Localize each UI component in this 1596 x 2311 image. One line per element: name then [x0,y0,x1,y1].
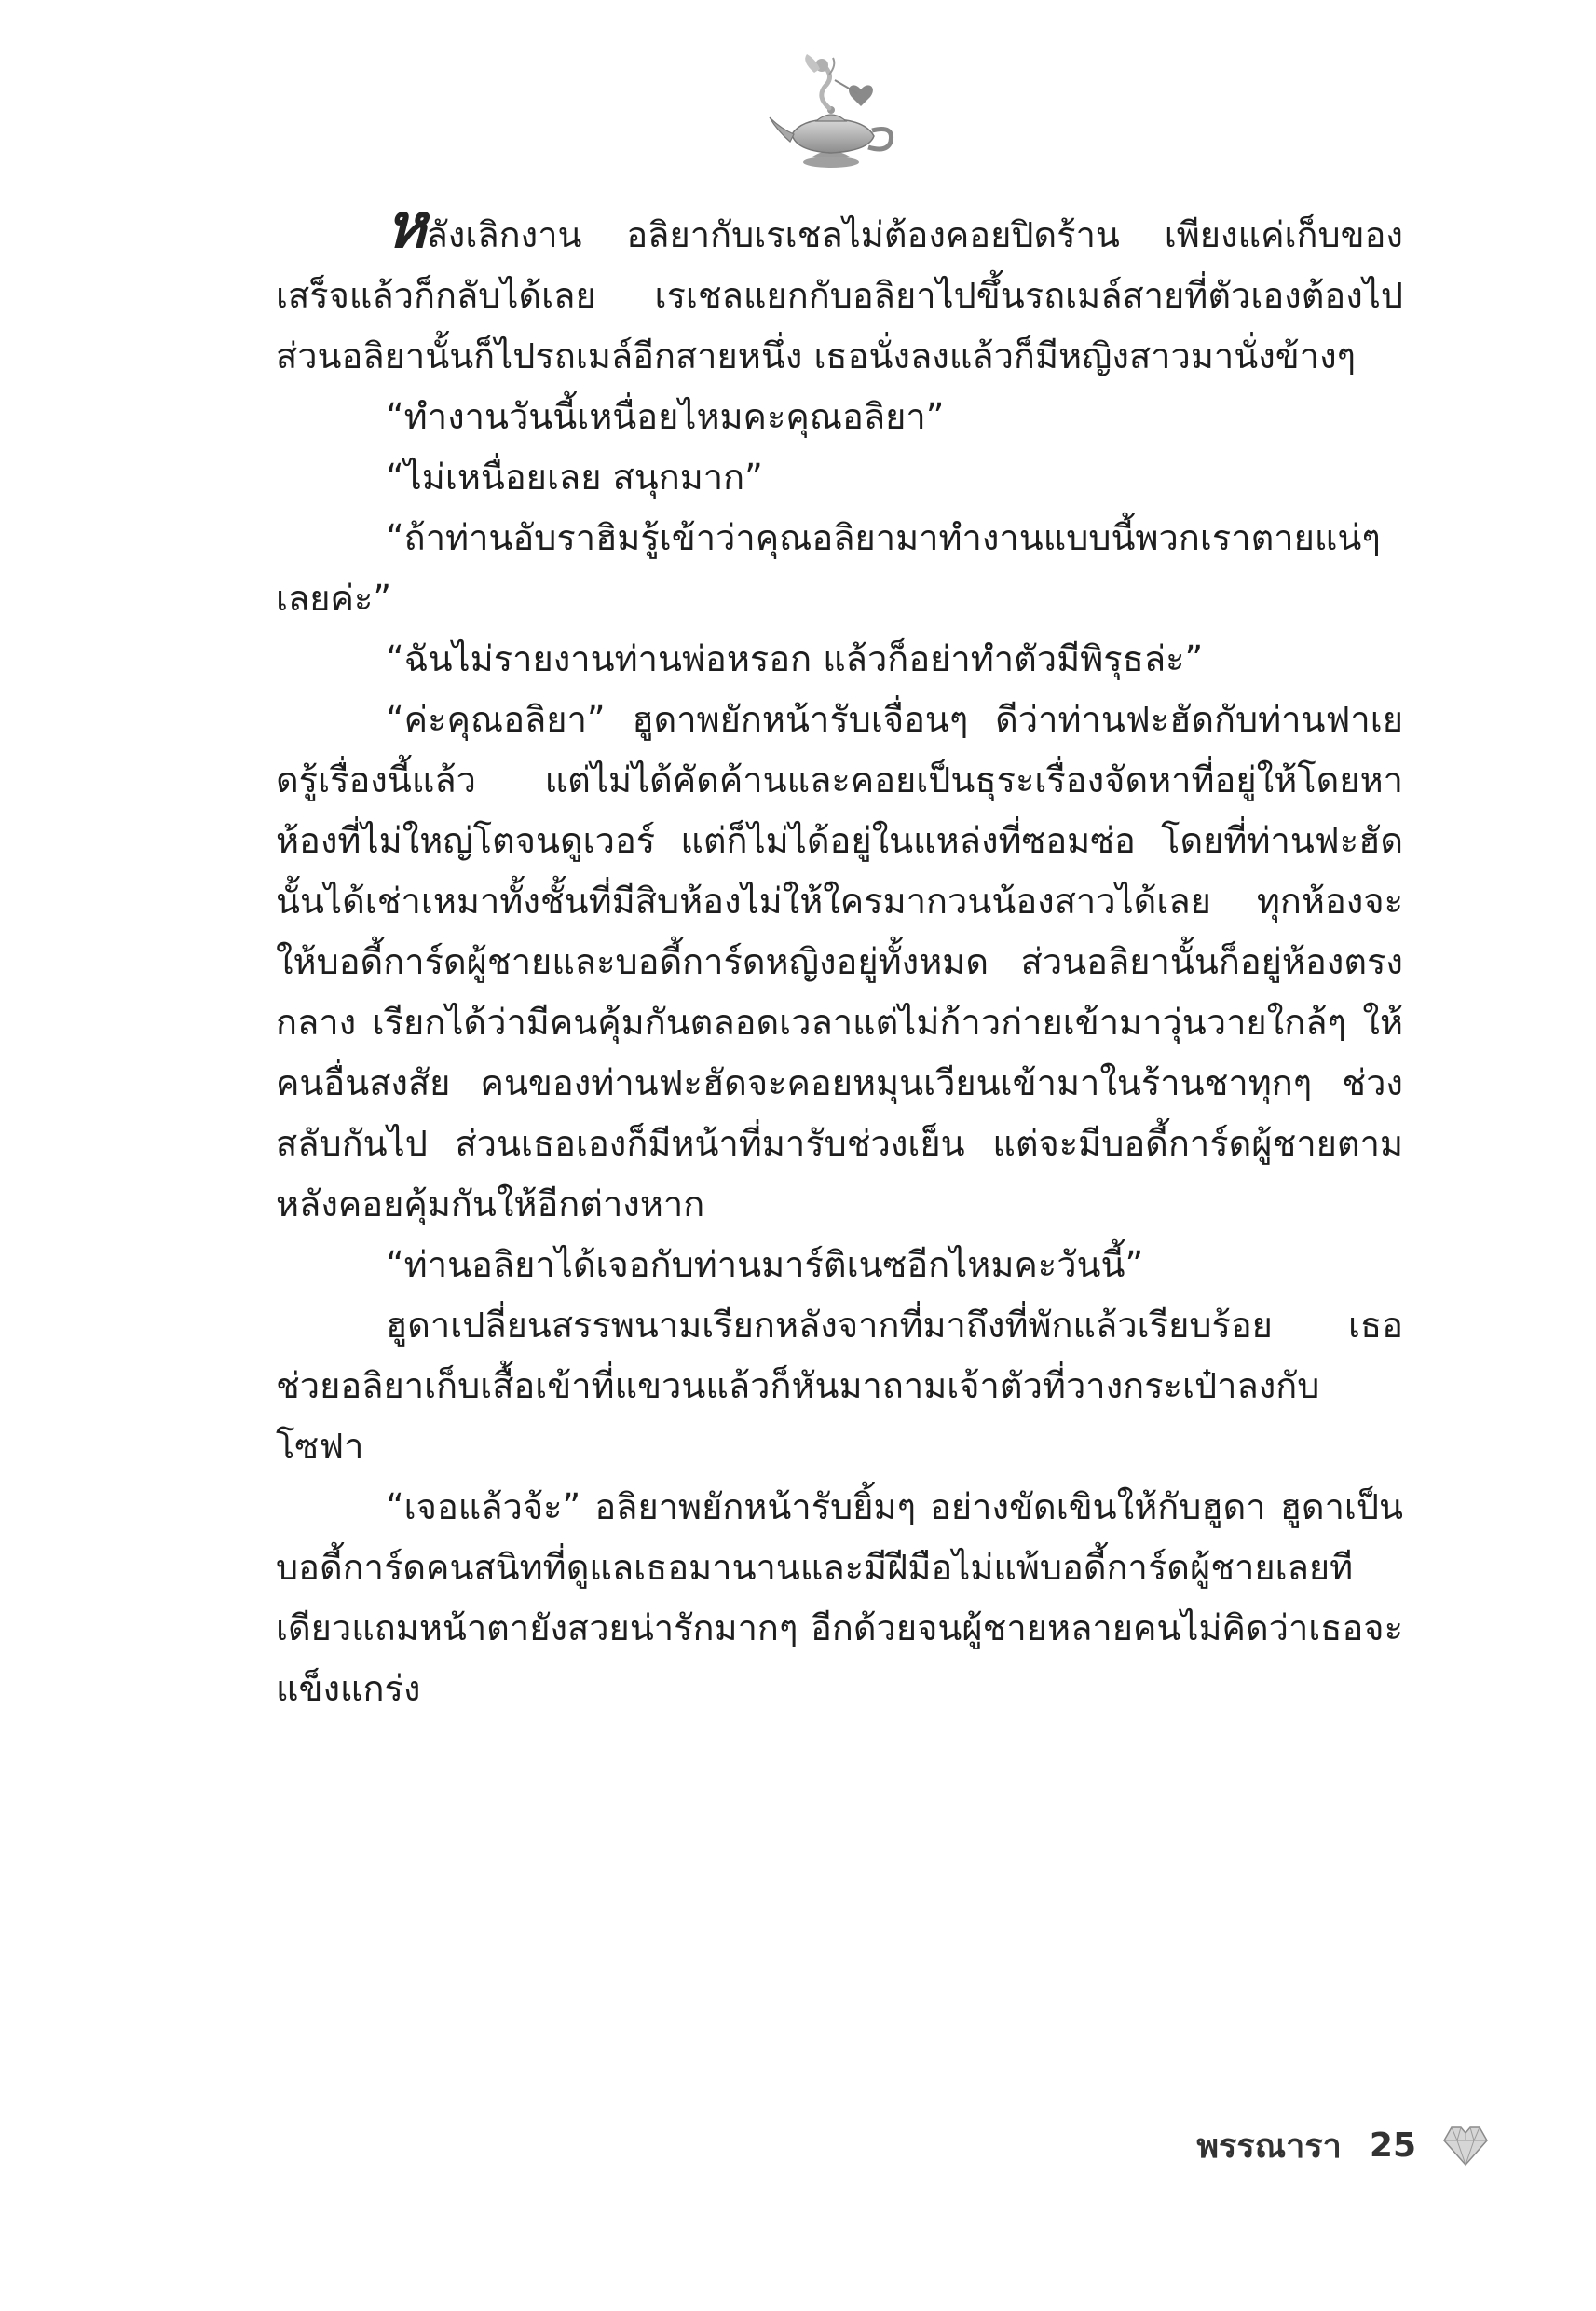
paragraph [276,189,1403,387]
page-footer [1099,2117,1491,2173]
body-text [276,189,1403,1719]
paragraph: “ค่ะคุณอลิยา” ฮูดาพยักหน้ารับเจื่อนๆ ดีว่าท่านฟะฮัดกับท่านฟาเยดรู้เรื่องนี้แล้ว แต่ไม่ได้คัดค้านและคอยเป็นธุระเรื่องจัดหาที่อยู่ให้โดยหาห้องที่ไม่ใหญ่โตจนดูเวอร์ แต่ก็ไม่ได้อยู่ในแหล่งที่ซอมซ่อ โดยที่ท่านฟะฮัดนั้นได้เช่าเหมาทั้งชั้นที่มีสิบห้องไม่ให้ใครมากวนน้องสาวได้เลย ทุกห้องจะให้บอดี้การ์ดผู้ชายและบอดี้การ์ดหญิงอยู่ทั้งหมด ส่วนอลิยานั้นก็อยู่ห้องตรงกลาง เรียกได้ว่ามีคนคุ้มกันตลอดเวลาแต่ไม่ก้าวก่ายเข้ามาวุ่นวายใกล้ๆ ให้คนอื่นสงสัย คนของท่านฟะฮัดจะคอยหมุนเวียนเข้ามาในร้านชาทุกๆ ช่วงสลับกันไป ส่วนเธอเองก็มีหน้าที่มารับช่วงเย็น แต่จะมีบอดี้การ์ดผู้ชายตามหลังคอยคุ้มกันให้อีกต่างหาก [276,699,1403,1224]
diamond-heart-icon [1440,2122,1491,2168]
paragraph: “ทำงานวันนี้เหนื่อยไหมคะคุณอลิยา” [386,396,945,437]
paragraph: “ฉันไม่รายงานท่านพ่อหรอก แล้วก็อย่าทำตัวมีพิรุธล่ะ” [386,638,1204,679]
book-title: พรรณารา [1196,2126,1342,2166]
paragraph: ฮูดาเปลี่ยนสรรพนามเรียกหลังจากที่มาถึงที่พักแล้วเรียบร้อย เธอช่วยอลิยาเก็บเสื้อเข้าที่แขวนแล้วก็หันมาถามเจ้าตัวที่วางกระเป๋าลงกับโซฟา [276,1305,1403,1467]
drop-cap: ห [386,189,427,262]
page-number: 25 [1369,2126,1416,2165]
cupid-genie-lamp-icon [764,52,904,173]
paragraph: “เจอแล้วจ้ะ” อลิยาพยักหน้ารับยิ้มๆ อย่างขัดเขินให้กับฮูดา ฮูดาเป็นบอดี้การ์ดคนสนิทที่ดูแลเธอมานานและมีฝีมือไม่แพ้บอดี้การ์ดผู้ชายเลยทีเดียวแถมหน้าตายังสวยน่ารักมากๆ อีกด้วยจนผู้ชายหลายคนไม่คิดว่าเธอจะแข็งแกร่ง [276,1486,1403,1709]
paragraph-text: ลังเลิกงาน อลิยากับเรเชลไม่ต้องคอยปิดร้าน เพียงแค่เก็บของเสร็จแล้วก็กลับได้เลย เรเชลแยกกับอลิยาไปขึ้นรถเมล์สายที่ตัวเองต้องไป ส่วนอลิยานั้นก็ไปรถเมล์อีกสายหนึ่ง เธอนั่งลงแล้วก็มีหญิงสาวมานั่งข้างๆ [276,214,1403,376]
paragraph: “ไม่เหนื่อยเลย สนุกมาก” [386,457,763,498]
paragraph: “ท่านอลิยาได้เจอกับท่านมาร์ติเนซอีกไหมคะวันนี้” [386,1244,1144,1285]
paragraph: “ถ้าท่านอับราฮิมรู้เข้าว่าคุณอลิยามาทำงานแบบนี้พวกเราตายแน่ๆ เลยค่ะ” [276,517,1381,619]
